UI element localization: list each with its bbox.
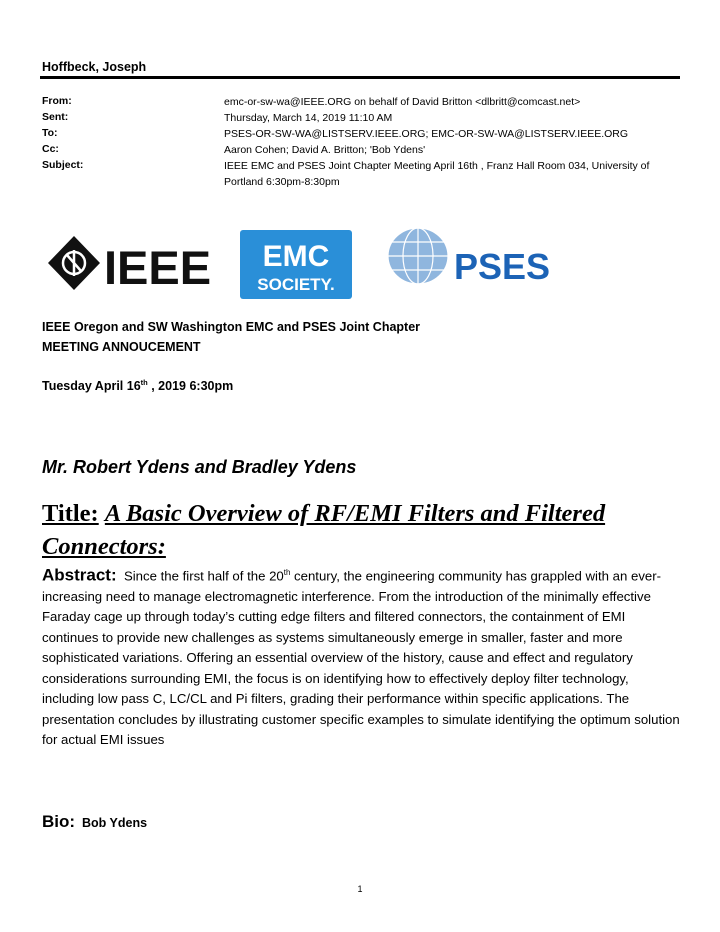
subject-value: IEEE EMC and PSES Joint Chapter Meeting April 16th , Franz Hall Room 034, University of Portland 6:30pm-8:30pm (224, 160, 650, 188)
ieee-diamond-icon (48, 236, 100, 290)
meeting-date-day: Tuesday April 16 (42, 379, 141, 394)
to-label: To: (42, 127, 58, 139)
meeting-date-time: , 2019 6:30pm (147, 379, 234, 394)
meeting-date-suffix-sup: th (140, 378, 148, 387)
meeting-notice: MEETING ANNOUCEMENT (42, 340, 201, 354)
abstract-sup: th (283, 568, 291, 577)
society-logos (40, 222, 560, 304)
pses-globe-icon (388, 228, 448, 284)
header-divider (40, 76, 680, 79)
talk-title (42, 497, 682, 563)
abstract-text-rest: century, the engineering community has grappled with an ever-increasing need to manage electromagnetic interference. From the introduction of the minimally effective Faraday cage up through today’s cutting edge filters and filtered connectors, the containment of EMI continues to provide new challenges as systems simultaneously emerge in smaller, faster and more sophisticated variations. Offering an essential overview of the history, cause and effect and regulatory considerations surrounding EMI, the focus is on identifying how to effectively deploy filter technology, including low pass C, LC/CL and Pi filters, grading their performance within specific applications. The presentation concludes by illustrating customer specific examples to simulate identifying the optimum solution for actual EMI issues (42, 568, 680, 748)
page-number: 1 (357, 884, 363, 894)
bio-label: Bio: (42, 812, 76, 831)
pses-logo-text: PSES (454, 246, 551, 287)
sender-name: Hoffbeck, Joseph (42, 60, 147, 74)
subject-label: Subject: (42, 159, 84, 171)
to-value: PSES-OR-SW-WA@LISTSERV.IEEE.ORG; EMC-OR-SW-WA@LISTSERV.IEEE.ORG (224, 128, 629, 140)
bio (42, 812, 147, 832)
ieee-logo-text: IEEE (104, 241, 212, 294)
emc-logo-text: EMC (262, 240, 330, 273)
from-value: emc-or-sw-wa@IEEE.ORG on behalf of David Britton <dlbritt@comcast.net> (224, 96, 581, 108)
speakers: Mr. Robert Ydens and Bradley Ydens (42, 457, 357, 477)
abstract-text-start: Since the first half of the 20 (123, 568, 284, 584)
emc-society-text: SOCIETY. (257, 275, 335, 294)
abstract-label: Abstract: (42, 565, 117, 585)
cc-value: Aaron Cohen; David A. Britton; 'Bob Ydens' (224, 144, 426, 156)
chapter-name: IEEE Oregon and SW Washington EMC and PSES Joint Chapter (42, 320, 421, 334)
title-text: A Basic Overview of RF/EMI Filters and Filtered Connectors: (42, 500, 606, 560)
sent-label: Sent: (42, 111, 69, 123)
sent-value: Thursday, March 14, 2019 11:10 AM (224, 112, 393, 124)
from-label: From: (42, 95, 72, 107)
abstract (42, 563, 682, 751)
title-label: Title: (42, 500, 99, 527)
cc-label: Cc: (42, 143, 59, 155)
bio-name: Bob Ydens (82, 816, 148, 830)
meeting-date (42, 378, 233, 393)
